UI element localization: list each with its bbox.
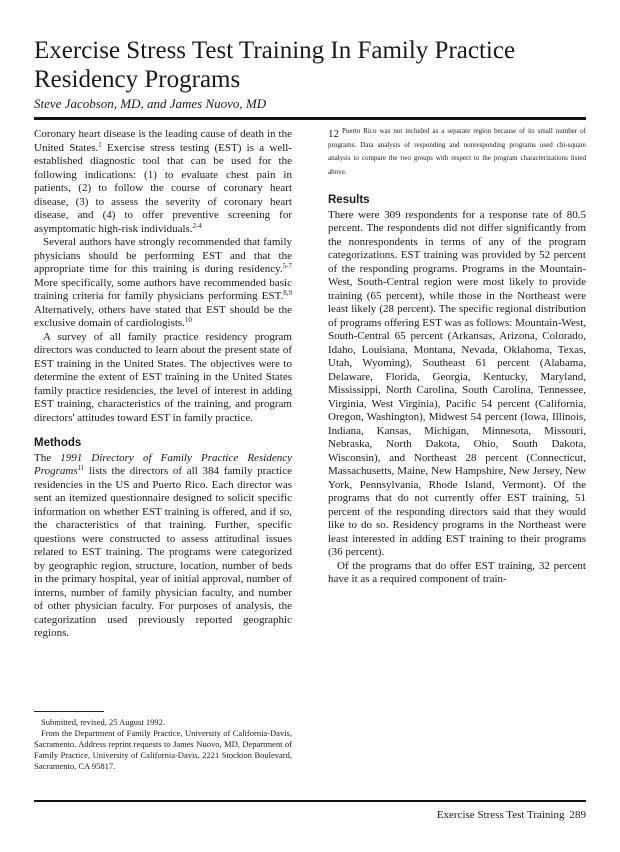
methods-continued: 12 $^{Puerto Rico was not included as a separate region because of its small number of programs. Data analysis of responding and nonresponding programs used chi-square analysis to compare the two groups with respect to the program characterizations listed above.}$: [328, 127, 586, 176]
results-paragraph: There were 309 respondents for a response rate of 80.5 percent. The respondents did not differ significantly from the nonrespondents in terms of any of the program categorizations. EST training was provided by 52 percent of the responding programs. Programs in the Mountain-West, South-Central region were most likely to provide training (65 percent), while those in the Northeast were least likely (28 percent). The specific regional distribution of programs offering EST was as follows: Mountain-West, South-Central 65 percent (Arkansas, Arizona, Colorado, Idaho, Louisiana, Montana, Nevada, Oklahoma, Texas, Utah, Wyoming), Southeast 61 percent (Alabama, Delaware, Florida, Georgia, Kentucky, Maryland, Mississippi, North Carolina, South Carolina, Tennessee, Virginia, West Virginia), Pacific 54 percent (California, Oregon, Washington), Midwest 54 percent (Iowa, Illinois, Indiana, Kansas, Michigan, Minnesota, Missouri, Nebraska, North Dakota, Ohio, South Dakota, Wisconsin), and Northeast 28 percent (Connecticut, Massachusetts, Maine, New Hampshire, New Jersey, New York, Pennsylvania, Rhode Island, Vermont). Of the programs that do not currently offer EST training, 51 percent of the responding directors said that they would like to do so. Residency programs in the Northeast were least interested in adding EST training to their programs (36 percent).: [328, 208, 586, 558]
footnote-rule: [34, 711, 104, 712]
methods-paragraph: The 1991 Directory of Family Practice Residency Programs$^{11}$ lists the directors of all 384 family practice residencies in the US and Puerto Rico. Each director was sent an itemized questionnaire designed to solicit specific information on whether EST training is offered, and if so, the characteristics of that training. Further, specific questions were constructed to assess attitudinal issues related to EST training. The programs were categorized by geographic region, structure, location, number of beds in the primary hospital, year of initial approval, number of interns, number of family physician faculty, and number of other physician faculty. For purposes of analysis, the categorization used previously reported geographic regions.: [34, 451, 292, 639]
running-footer: [437, 809, 586, 821]
article-authors: Steve Jacobson, MD, and James Nuovo, MD: [34, 96, 267, 111]
footnote-submitted: Submitted, revised, 25 August 1992.: [41, 717, 165, 727]
page-number: 289: [569, 809, 586, 821]
recommendations-paragraph: Several authors have strongly recommended that family physicians should be performing EST and that the appropriate time for this training is during residency.$^{5-7}$ More specifically, some authors have recommended basic training criteria for family physicians performing EST.$^{8,9}$ Alternatively, others have stated that EST should be the exclusive domain of cardiologists.$^{10}$: [34, 236, 292, 329]
title-rule: [34, 117, 586, 120]
results-heading: Results: [328, 194, 370, 206]
right-column: [328, 128, 586, 587]
footnotes: [34, 717, 292, 772]
running-title: Exercise Stress Test Training: [436, 809, 565, 821]
article-title: Exercise Stress Test Training In Family Practice Residency Programs: [34, 37, 516, 93]
footer-rule: [34, 800, 586, 802]
survey-paragraph: A survey of all family practice residency program directors was conducted to learn about the present state of EST training in the United States. The objectives were to determine the extent of EST training in the United States family practice residencies, the level of interest in adding EST training, characteristics of the training, and program directors' attitudes toward EST in family practice.: [34, 330, 292, 424]
results-paragraph-2: Of the programs that do offer EST training, 32 percent have it as a required component of train-: [328, 559, 586, 585]
left-column: [34, 128, 292, 641]
footnote-affiliation: From the Department of Family Practice, University of California-Davis, Sacramento. Address reprint requests to James Nuovo, MD, Department of Family Practice, University of California-Davis, 2221 Stockton Boulevard, Sacramento, CA 95817.: [34, 728, 292, 771]
intro-paragraph: Coronary heart disease is the leading cause of death in the United States.$^1$ Exercise stress testing (EST) is a well-established diagnostic tool that can be used for the following indications: (1) to evaluate chest pain in patients, (2) to follow the course of coronary heart disease, (3) to assess the severity of coronary heart disease, and (4) to offer preventive screening for asymptomatic high-risk individuals.$^{2-4}$: [34, 128, 292, 235]
methods-heading: Methods: [34, 437, 82, 449]
